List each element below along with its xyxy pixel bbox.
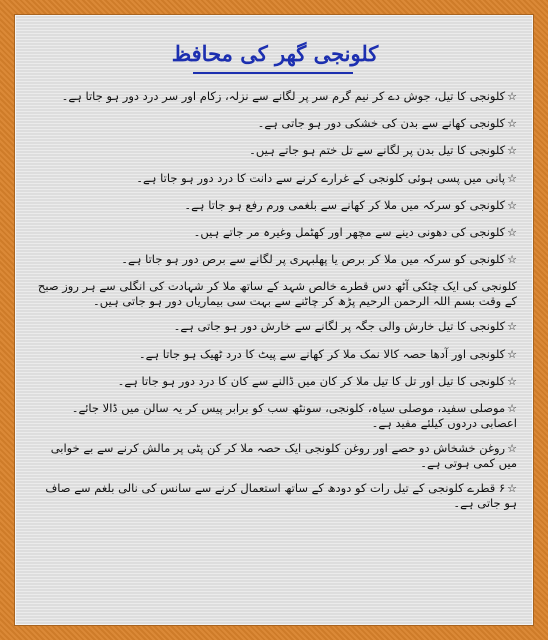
item-text: پانی میں پسی ہوئی کلونجی کے غرارے کرنے سے دانت کا درد دور ہو جاتا ہے۔ bbox=[136, 170, 506, 185]
list-item bbox=[33, 225, 517, 240]
item-text: کلونجی کھانے سے بدن کی خشکی دور ہو جاتی ہے۔ bbox=[257, 116, 506, 131]
list-item bbox=[33, 89, 517, 104]
list-item bbox=[33, 347, 517, 362]
star-icon: ☆ bbox=[507, 481, 517, 495]
star-icon: ☆ bbox=[507, 117, 517, 131]
star-icon: ☆ bbox=[507, 144, 517, 158]
title-underline bbox=[193, 72, 353, 74]
content-card bbox=[14, 14, 534, 626]
item-text: کلونجی کی دھونی دینے سے مچھر اور کھٹمل وغیرہ مر جاتے ہیں۔ bbox=[193, 224, 506, 239]
list-item bbox=[33, 279, 517, 309]
item-text: ۶ قطرے کلونجی کے تیل رات کو دودھ کے ساتھ استعمال کرنے سے سانس کی نالی بلغم سے صاف ہو جاتی ہے۔ bbox=[45, 480, 517, 510]
star-icon: ☆ bbox=[507, 374, 517, 388]
star-icon: ☆ bbox=[507, 198, 517, 212]
item-text: کلونجی کا تیل بدن پر لگانے سے تل ختم ہو جاتے ہیں۔ bbox=[249, 143, 506, 158]
remedy-list bbox=[33, 89, 517, 521]
star-icon: ☆ bbox=[507, 171, 517, 185]
item-text: کلونجی اور آدھا حصہ کالا نمک ملا کر کھانے سے پیٹ کا درد ٹھیک ہو جاتا ہے۔ bbox=[138, 346, 506, 361]
item-text: کلونجی کا تیل خارش والی جگہ پر لگانے سے خارش دور ہو جاتی ہے۔ bbox=[173, 319, 506, 334]
page-title: کلونجی گھر کی محافظ bbox=[171, 41, 379, 66]
item-text: کلونجی کا تیل، جوش دے کر نیم گرم سر پر لگانے سے نزلہ، زکام اور سر درد دور ہو جاتا ہے۔ bbox=[61, 89, 506, 103]
item-text: کلونجی کو سرکہ میں ملا کر کھانے سے بلغمی ورم رفع ہو جاتا ہے۔ bbox=[184, 197, 506, 212]
list-item bbox=[33, 374, 517, 389]
item-text: موصلی سفید، موصلی سیاہ، کلونجی، سونٹھ سب کو برابر پیس کر یہ سالن میں ڈالا جائے۔ اعصابی دردوں کیلئے مفید ہے۔ bbox=[71, 400, 517, 430]
star-icon: ☆ bbox=[507, 253, 517, 267]
star-icon: ☆ bbox=[507, 225, 517, 239]
list-item bbox=[33, 198, 517, 213]
item-text: کلونجی کو سرکہ میں ملا کر برص یا پھلبہری پر لگانے سے برص دور ہو جاتا ہے۔ bbox=[121, 252, 506, 267]
star-icon: ☆ bbox=[507, 320, 517, 334]
star-icon: ☆ bbox=[507, 441, 517, 455]
item-text: کلونجی کی ایک چٹکی آٹھ دس قطرے خالص شہد کے ساتھ ملا کر شہادت کی انگلی سے ہر روز صبح کے وقت بسم اللہ الرحمن الرحیم پڑھ کر چاٹنے سے بہت سی بیماریاں دور ہو جاتی ہیں۔ bbox=[37, 279, 517, 309]
list-item bbox=[33, 116, 517, 131]
star-icon: ☆ bbox=[507, 347, 517, 361]
list-item bbox=[33, 171, 517, 186]
star-icon: ☆ bbox=[507, 90, 517, 103]
list-item bbox=[33, 143, 517, 158]
item-text: کلونجی کا تیل اور تل کا تیل ملا کر کان میں ڈالنے سے کان کا درد دور ہو جاتا ہے۔ bbox=[117, 373, 506, 388]
list-item bbox=[33, 252, 517, 267]
list-item bbox=[33, 441, 517, 471]
item-text: روغن خشخاش دو حصے اور روغن کلونجی ایک حصہ ملا کر کن پٹی پر مالش کرنے سے بے خوابی میں کمی ہوتی ہے۔ bbox=[50, 440, 517, 470]
list-item bbox=[33, 481, 517, 511]
list-item bbox=[33, 319, 517, 334]
star-icon: ☆ bbox=[507, 401, 517, 415]
list-item bbox=[33, 401, 517, 431]
